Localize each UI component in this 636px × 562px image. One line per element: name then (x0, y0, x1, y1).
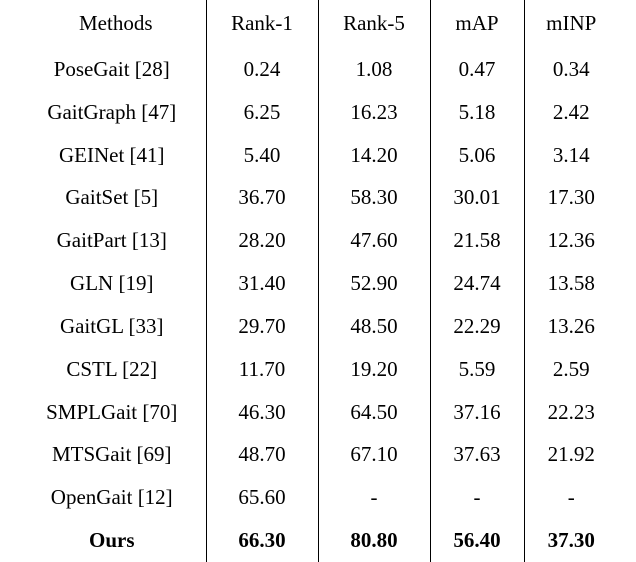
cell-rank1: 11.70 (206, 348, 318, 391)
cell-rank5: 64.50 (318, 391, 430, 434)
cell-map: 0.47 (430, 48, 524, 91)
cell-map: 37.16 (430, 391, 524, 434)
cell-rank1: 5.40 (206, 134, 318, 177)
cell-rank1: 66.30 (206, 519, 318, 562)
cell-rank1: 31.40 (206, 262, 318, 305)
cell-minp: 2.42 (524, 91, 618, 134)
cell-rank5: 52.90 (318, 262, 430, 305)
results-table (18, 0, 618, 562)
cell-method: OpenGait [12] (50, 485, 173, 510)
cell-method: GaitGraph [47] (47, 99, 177, 124)
cell-method: GEINet [41] (58, 142, 165, 167)
cell-map: 24.74 (430, 262, 524, 305)
table-row (18, 219, 618, 262)
cell-minp: 21.92 (524, 434, 618, 477)
cell-rank5: 19.20 (318, 348, 430, 391)
table-row (18, 305, 618, 348)
cell-rank1: 36.70 (206, 177, 318, 220)
cell-map: 22.29 (430, 305, 524, 348)
table-row (18, 134, 618, 177)
cell-minp: 13.26 (524, 305, 618, 348)
table-row (18, 48, 618, 91)
cell-method: GaitSet [5] (65, 185, 159, 210)
cell-rank1: 48.70 (206, 434, 318, 477)
table-row (18, 177, 618, 220)
cell-map: 21.58 (430, 219, 524, 262)
cell-map: 30.01 (430, 177, 524, 220)
table-row (18, 391, 618, 434)
cell-rank5: 67.10 (318, 434, 430, 477)
column-header-rank5: Rank-5 (318, 0, 430, 48)
cell-rank1: 65.60 (206, 476, 318, 519)
cell-method: GLN [19] (70, 271, 154, 296)
column-header-methods: Methods (79, 11, 153, 35)
cell-map: 56.40 (430, 519, 524, 562)
cell-method: CSTL [22] (66, 356, 158, 381)
cell-method: SMPLGait [70] (46, 399, 178, 424)
cell-minp: 17.30 (524, 177, 618, 220)
cell-rank5: 47.60 (318, 219, 430, 262)
cell-rank5: 14.20 (318, 134, 430, 177)
column-header-rank1: Rank-1 (206, 0, 318, 48)
cell-minp: 0.34 (524, 48, 618, 91)
table-row (18, 434, 618, 477)
cell-method: GaitGL [33] (59, 313, 164, 338)
table-row (18, 262, 618, 305)
cell-map: 5.06 (430, 134, 524, 177)
table-row (18, 91, 618, 134)
cell-rank1: 46.30 (206, 391, 318, 434)
cell-method: Ours (88, 528, 135, 553)
cell-rank5: - (318, 476, 430, 519)
cell-map: 5.18 (430, 91, 524, 134)
cell-minp: 22.23 (524, 391, 618, 434)
cell-minp: - (524, 476, 618, 519)
cell-method: GaitPart [13] (56, 228, 167, 253)
cell-minp: 2.59 (524, 348, 618, 391)
cell-minp: 13.58 (524, 262, 618, 305)
cell-rank5: 48.50 (318, 305, 430, 348)
cell-rank5: 16.23 (318, 91, 430, 134)
table-row-ours (18, 519, 618, 562)
table-row (18, 348, 618, 391)
cell-minp: 3.14 (524, 134, 618, 177)
cell-rank5: 58.30 (318, 177, 430, 220)
cell-rank5: 1.08 (318, 48, 430, 91)
cell-minp: 37.30 (524, 519, 618, 562)
cell-rank1: 0.24 (206, 48, 318, 91)
cell-map: 5.59 (430, 348, 524, 391)
cell-method: PoseGait [28] (53, 56, 170, 81)
table-header-row (18, 0, 618, 48)
cell-method: MTSGait [69] (51, 442, 172, 467)
table-body (18, 48, 618, 562)
cell-rank5: 80.80 (318, 519, 430, 562)
cell-rank1: 6.25 (206, 91, 318, 134)
column-header-map: mAP (430, 0, 524, 48)
column-header-minp: mINP (524, 0, 618, 48)
cell-rank1: 29.70 (206, 305, 318, 348)
cell-rank1: 28.20 (206, 219, 318, 262)
table-row (18, 476, 618, 519)
cell-map: - (430, 476, 524, 519)
cell-minp: 12.36 (524, 219, 618, 262)
cell-map: 37.63 (430, 434, 524, 477)
